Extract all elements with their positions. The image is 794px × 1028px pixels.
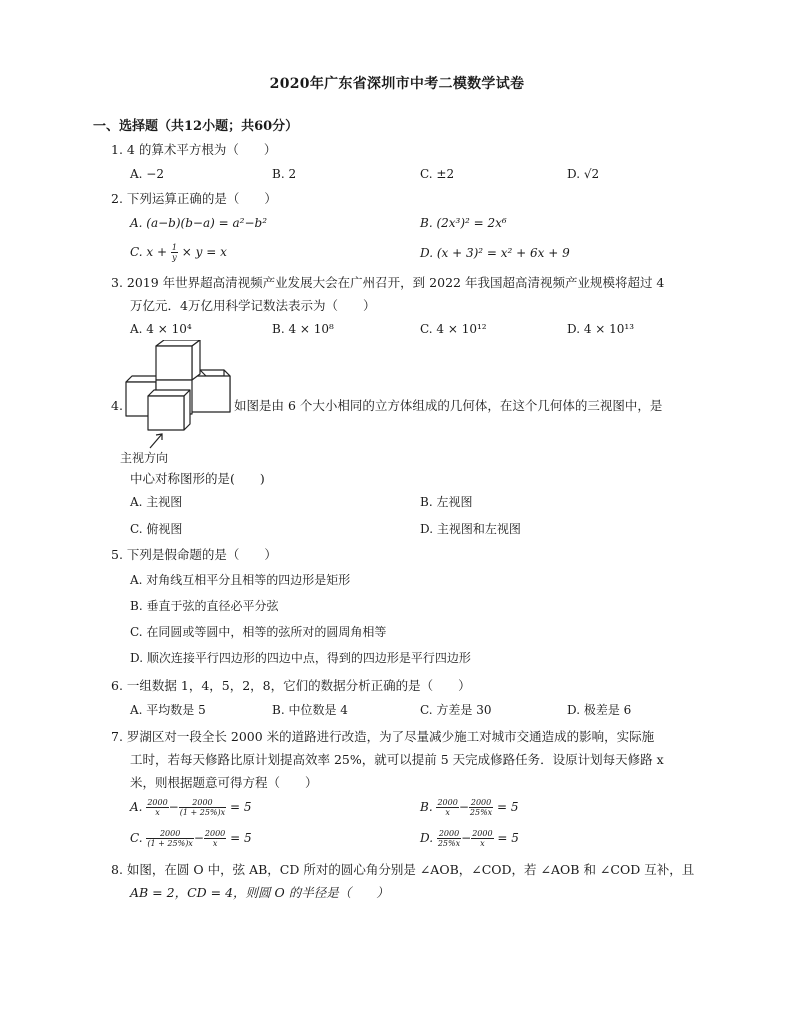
question-6-option-d[interactable]: D. 极差是 6: [567, 703, 632, 717]
cube-side-face: [192, 340, 200, 380]
question-2-option-b[interactable]: B. (2x³)² = 2x⁶: [420, 216, 507, 230]
question-2-option-a[interactable]: A. (a−b)(b−a) = a²−b²: [130, 216, 267, 230]
cube-front-face: [156, 346, 192, 380]
fraction-numerator: 2000: [147, 798, 168, 807]
question-5-option-c[interactable]: C. 在同圆或等圆中，相等的弦所对的圆周角相等: [130, 625, 387, 639]
question-4-option-b[interactable]: B. 左视图: [420, 495, 473, 509]
question-6-option-a[interactable]: A. 平均数是 5: [130, 703, 206, 717]
minus-sign: −: [193, 831, 204, 845]
fraction-denominator: y: [172, 253, 177, 262]
fraction-numerator: 2000: [438, 829, 460, 838]
question-3-line-1: 3. 2019 年世界超高清视频产业发展大会在广州召开，到 2022 年我国超高清视频产业规模将超过 4: [111, 275, 665, 290]
fraction: [179, 798, 226, 817]
question-7-option-c[interactable]: [130, 829, 252, 848]
question-1-option-c[interactable]: C. ±2: [420, 167, 455, 181]
question-6-stem: 6. 一组数据 1，4，5，2，8，它们的数据分析正确的是（ ）: [111, 678, 471, 693]
fraction-denominator: 25%x: [437, 839, 461, 848]
fraction-numerator: 2000: [146, 829, 193, 839]
question-5-option-a[interactable]: A. 对角线互相平分且相等的四边形是矩形: [130, 573, 351, 587]
minus-sign: −: [168, 800, 179, 814]
view-direction-arrow: [150, 434, 162, 448]
cube-side-face: [184, 390, 190, 430]
cube-front-face: [148, 396, 184, 430]
question-1-option-b[interactable]: B. 2: [272, 167, 297, 181]
figure-view-label: 主视方向: [120, 451, 169, 465]
question-4-option-d[interactable]: D. 主视图和左视图: [420, 522, 521, 536]
option-label: B.: [420, 800, 433, 814]
question-6-option-c[interactable]: C. 方差是 30: [420, 703, 492, 717]
question-4-number: 4.: [111, 398, 123, 413]
fraction-denominator: (1 + 25%)x: [147, 839, 193, 848]
fraction: [436, 798, 458, 817]
fraction-denominator: x: [212, 839, 218, 848]
question-7-option-a[interactable]: [130, 798, 252, 817]
question-5-option-d[interactable]: D. 顺次连接平行四边形的四边中点，得到的四边形是平行四边形: [130, 651, 471, 665]
fraction-numerator: 2000: [437, 798, 458, 807]
question-6-option-b[interactable]: B. 中位数是 4: [272, 703, 348, 717]
question-2-option-c-fraction: [171, 243, 178, 262]
equation-rhs: = 5: [229, 800, 252, 814]
question-7-option-d[interactable]: [420, 829, 519, 848]
question-4-line-2: 中心对称图形的是( ): [130, 471, 265, 486]
fraction: [437, 829, 461, 848]
question-7-option-b[interactable]: [420, 798, 519, 817]
equation-rhs: = 5: [497, 800, 519, 814]
fraction-numerator: 2000: [472, 829, 493, 838]
option-label: C.: [130, 831, 143, 845]
cube-top-face: [148, 390, 190, 396]
fraction: [469, 798, 493, 817]
fraction: [204, 829, 226, 848]
option-label: D.: [420, 831, 434, 845]
question-3-line-2: 万亿元．4万亿用科学记数法表示为（ ）: [130, 298, 376, 313]
question-1-option-d[interactable]: D. √2: [567, 167, 600, 181]
question-1-option-a[interactable]: A. −2: [130, 167, 164, 181]
question-3-option-d[interactable]: D. 4 × 10¹³: [567, 322, 635, 336]
question-3-option-b[interactable]: B. 4 × 10⁸: [272, 322, 334, 336]
question-4-option-c[interactable]: C. 俯视图: [130, 522, 183, 536]
fraction-denominator: x: [445, 808, 450, 817]
fraction-numerator: 1: [171, 243, 177, 252]
question-5-stem: 5. 下列是假命题的是（ ）: [111, 547, 277, 562]
question-8-line-1: 8. 如图，在圆 O 中，弦 AB，CD 所对的圆心角分别是 ∠AOB，∠COD，若 ∠AOB 和 ∠COD 互补，且: [111, 862, 695, 877]
question-7-line-2: 工时，若每天修路比原计划提高效率 25%，就可以提前 5 天完成修路任务．设原计划每天修路 x: [130, 752, 664, 767]
exam-title: 2020年广东省深圳市中考二模数学试卷: [269, 76, 525, 92]
question-8-line-2: AB = 2，CD = 4，则圆 O 的半径是（ ）: [130, 885, 389, 900]
option-label: A.: [130, 800, 143, 814]
question-3-option-c[interactable]: C. 4 × 10¹²: [420, 322, 487, 336]
cube-figure: [120, 340, 235, 468]
fraction-denominator: 25%x: [469, 808, 493, 817]
question-4-stem: 如图是由 6 个大小相同的立方体组成的几何体，在这个几何体的三视图中，是: [234, 398, 663, 413]
fraction-denominator: (1 + 25%)x: [179, 808, 226, 817]
fraction-numerator: 2000: [179, 798, 226, 808]
question-1-stem: 1. 4 的算术平方根为（ ）: [111, 142, 277, 157]
question-5-option-b[interactable]: B. 垂直于弦的直径必平分弦: [130, 599, 279, 613]
question-2-stem: 2. 下列运算正确的是（ ）: [111, 191, 277, 206]
question-2-option-c-prefix: C. x +: [130, 245, 168, 259]
question-7-line-3: 米，则根据题意可得方程（ ）: [130, 775, 318, 790]
cube-front-face: [190, 376, 230, 412]
equation-rhs: = 5: [230, 831, 252, 845]
question-4-option-a[interactable]: A. 主视图: [130, 495, 183, 509]
fraction: [146, 829, 193, 848]
fraction-numerator: 2000: [204, 829, 226, 838]
question-2-option-c[interactable]: [130, 243, 227, 262]
minus-sign: −: [458, 800, 469, 814]
question-2-option-d[interactable]: D. (x + 3)² = x² + 6x + 9: [420, 246, 570, 260]
section-heading: 一、选择题（共12小题；共60分）: [93, 119, 299, 134]
fraction-denominator: x: [155, 808, 160, 817]
equation-rhs: = 5: [497, 831, 519, 845]
question-2-option-c-suffix: × y = x: [181, 245, 227, 259]
minus-sign: −: [461, 831, 472, 845]
fraction-denominator: x: [480, 839, 485, 848]
fraction: [146, 798, 168, 817]
fraction-numerator: 2000: [470, 798, 492, 807]
question-3-option-a[interactable]: A. 4 × 10⁴: [130, 322, 192, 336]
fraction: [471, 829, 493, 848]
question-7-line-1: 7. 罗湖区对一段全长 2000 米的道路进行改造，为了尽量减少施工对城市交通造成的影响，实际施: [111, 729, 655, 744]
